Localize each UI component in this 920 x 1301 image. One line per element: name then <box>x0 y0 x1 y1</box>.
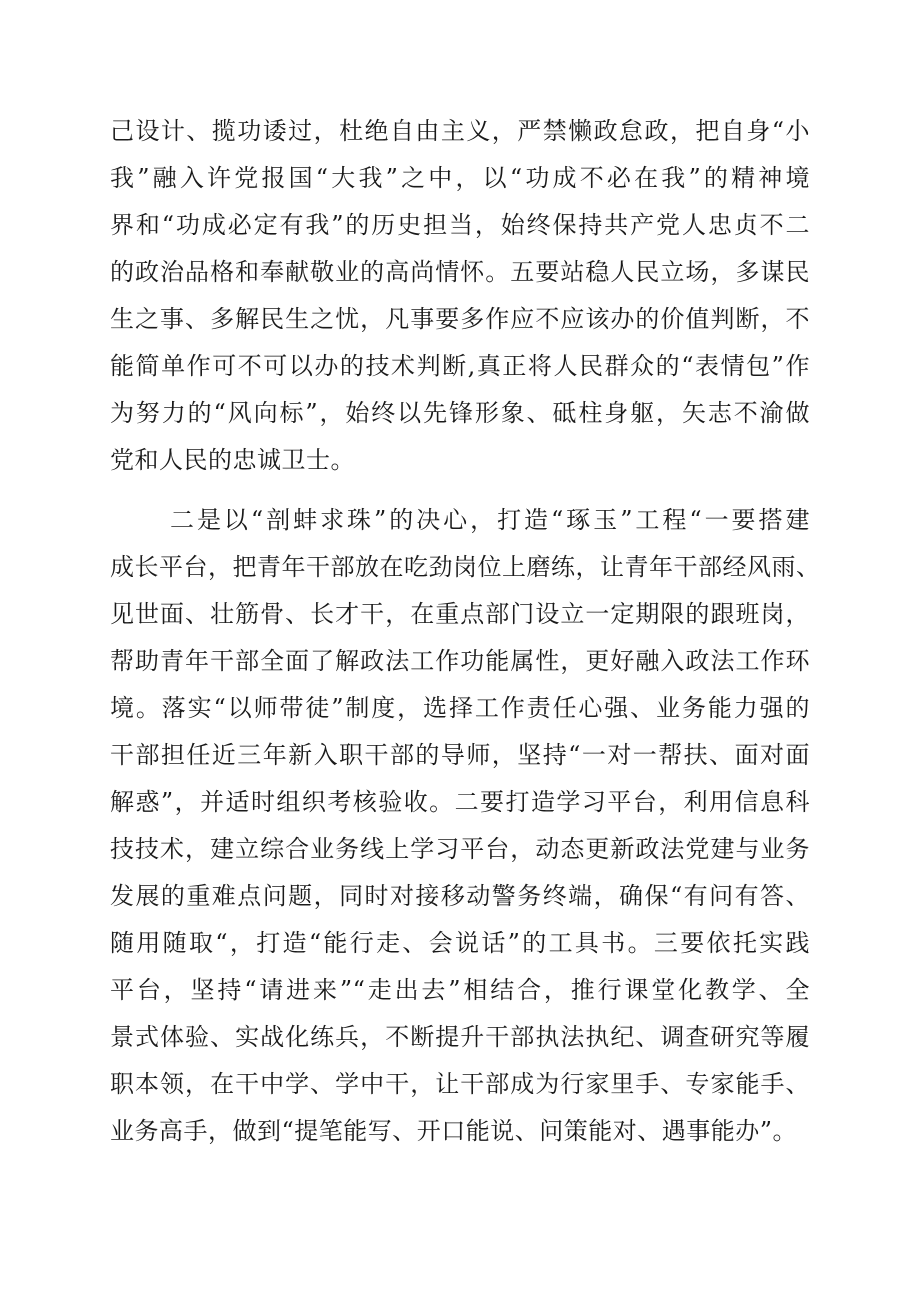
text-line: 业务高手，做到“提笔能写、开口能说、问策能对、遇事能办”。 <box>110 1117 798 1145</box>
text-line: 解惑”，并适时组织考核验收。二要打造学习平台，利用信息科 <box>110 788 810 816</box>
text-line: 发展的重难点问题，同时对接移动警务终端，确保“有问有答、 <box>110 882 810 910</box>
paragraph-continuation <box>110 108 810 484</box>
text-line: 成长平台，把青年干部放在吃劲岗位上磨练，让青年干部经风雨、 <box>110 553 821 581</box>
text-line: 的政治品格和奉献敬业的高尚情怀。五要站稳人民立场，多谋民 <box>110 258 810 286</box>
text-line: 帮助青年干部全面了解政法工作功能属性，更好融入政法工作环 <box>110 647 810 675</box>
text-line: 境。落实“以师带徒”制度，选择工作责任心强、业务能力强的 <box>110 694 810 722</box>
text-line: 能简单作可不可以办的技术判断,真正将人民群众的“表情包”作 <box>110 352 810 380</box>
text-line: 技技术，建立综合业务线上学习平台，动态更新政法党建与业务 <box>110 835 810 863</box>
text-line: 干部担任近三年新入职干部的导师，坚持“一对一帮扶、面对面 <box>110 741 810 769</box>
text-line: 景式体验、实战化练兵，不断提升干部执法执纪、调查研究等履 <box>110 1023 810 1051</box>
text-line: 党和人民的忠诚卫士。 <box>110 446 355 474</box>
paragraph-second <box>110 497 821 1155</box>
text-line: 己设计、揽功诿过，杜绝自由主义，严禁懒政怠政，把自身“小 <box>110 117 810 145</box>
text-line: 为努力的“风向标”，始终以先锋形象、砥柱身躯，矢志不渝做 <box>110 399 810 427</box>
text-line: 见世面、壮筋骨、长才干，在重点部门设立一定期限的跟班岗， <box>110 600 810 628</box>
text-line: 平台，坚持“请进来”“走出去”相结合，推行课堂化教学、全 <box>110 976 810 1004</box>
text-line: 界和“功成必定有我”的历史担当，始终保持共产党人忠贞不二 <box>110 211 810 239</box>
text-line: 我”融入许党报国“大我”之中，以“功成不必在我”的精神境 <box>110 164 810 192</box>
text-line: 二是以“剖蚌求珠”的决心，打造“琢玉”工程“一要搭建 <box>170 506 810 534</box>
text-line: 生之事、多解民生之忧，凡事要多作应不应该办的价值判断，不 <box>110 305 810 333</box>
text-line: 随用随取“，打造“能行走、会说话”的工具书。三要依托实践 <box>110 929 810 957</box>
text-line: 职本领，在干中学、学中干，让干部成为行家里手、专家能手、 <box>110 1070 810 1098</box>
